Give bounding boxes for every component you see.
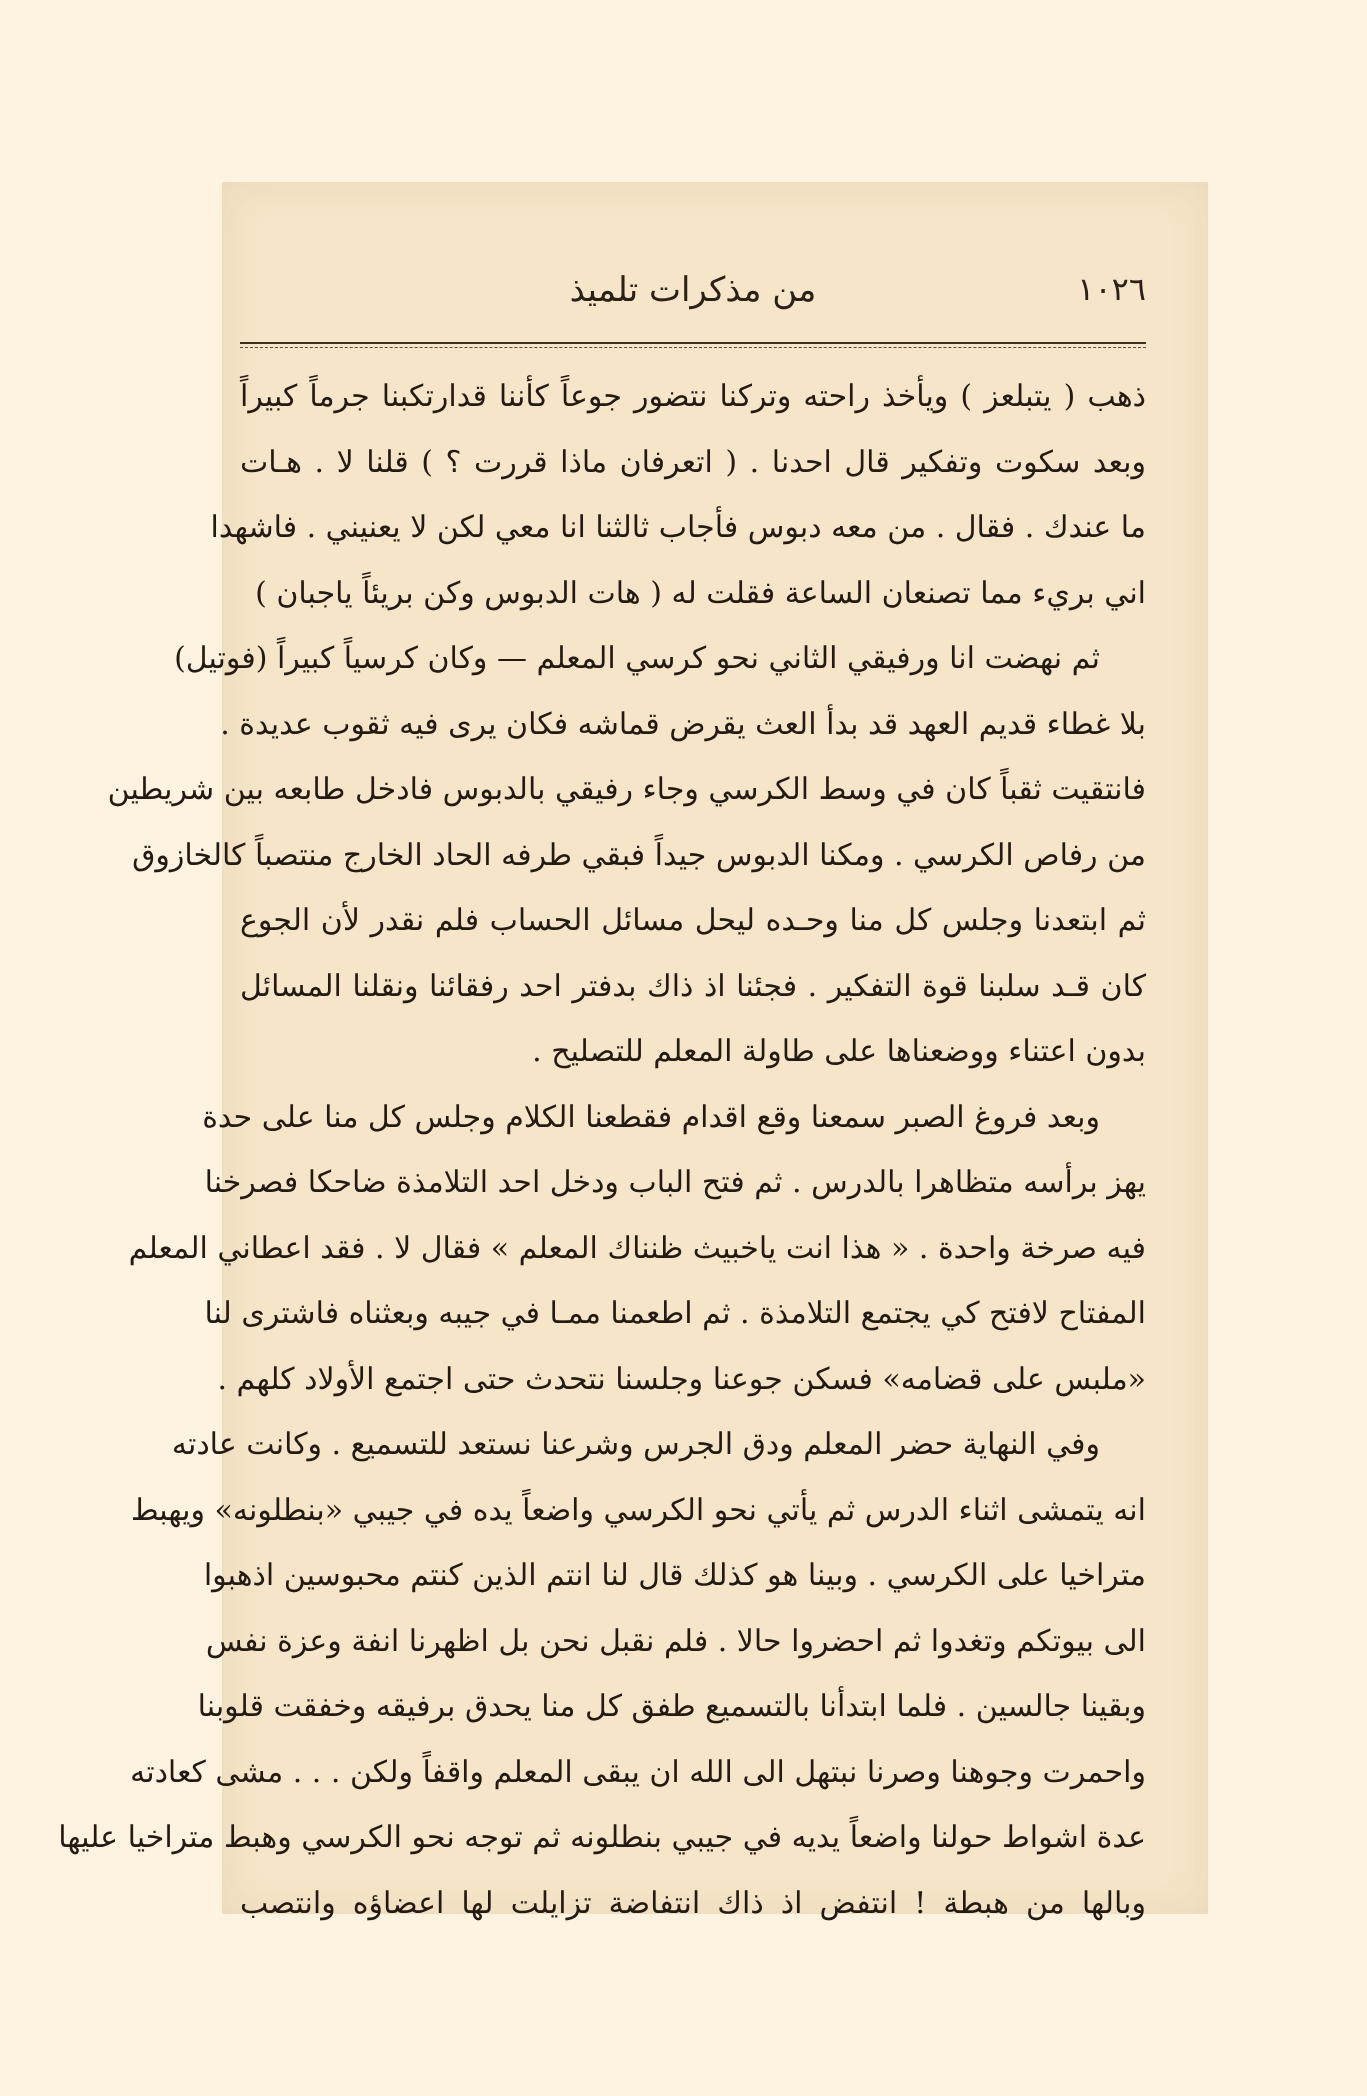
text-line: وبعد فروغ الصبر سمعنا وقع اقدام فقطعنا الكلام وجلس كل منا على حدة	[202, 1099, 1100, 1135]
text-line: بدون اعتناء ووضعناها على طاولة المعلم للتصليح .	[532, 1034, 1146, 1069]
text-line: يهز برأسه متظاهرا بالدرس . ثم فتح الباب ودخل احد التلامذة ضاحكا فصرخنا	[204, 1165, 1146, 1200]
text-line: وفي النهاية حضر المعلم ودق الجرس وشرعنا نستعد للتسميع . وكانت عادته	[171, 1427, 1100, 1462]
text-line: الى بيوتكم وتغدوا ثم احضروا حالا . فلم نقبل نحن بل اظهرنا انفة وعزة نفس	[205, 1623, 1146, 1659]
text-line: وبعد سكوت وتفكير قال احدنا . ( اتعرفان ماذا قررت ؟ ) قلنا لا . هـات	[240, 444, 1146, 480]
text-line: كان قـد سلبنا قوة التفكير . فجئنا اذ ذاك بدفتر احد رفقائنا ونقلنا المسائل	[240, 968, 1146, 1004]
text-line: فانتقيت ثقباً كان في وسط الكرسي وجاء رفيقي بالدبوس فادخل طابعه بين شريطين	[107, 772, 1146, 807]
text-line: المفتاح لافتح كي يجتمع التلامذة . ثم اطعمنا ممـا في جيبه وبعثناه فاشترى لنا	[204, 1296, 1146, 1331]
text-line: واحمرت وجوهنا وصرنا نبتهل الى الله ان يبقى المعلم واقفاً ولكن . . . مشى كعادته	[130, 1754, 1146, 1790]
text-line: بلا غطاء قديم العهد قد بدأ العث يقرض قماشه فكان يرى فيه ثقوب عديدة .	[220, 706, 1146, 742]
running-title: من مذكرات تلميذ	[569, 270, 817, 310]
text-line: وبالها من هبطة ! انتفض اذ ذاك انتفاضة تزايلت لها اعضاؤه وانتصب	[240, 1885, 1146, 1921]
page-number: ١٠٢٦	[1077, 270, 1146, 308]
body-text	[58, 364, 1146, 1936]
text-line: ثم ابتعدنا وجلس كل منا وحـده ليحل مسائل الحساب فلم نقدر لأن الجوع	[240, 903, 1146, 938]
book-page	[58, 182, 1208, 1921]
text-line: فيه صرخة واحدة . « هذا انت ياخبيث ظنناك المعلم » فقال لا . فقد اعطاني المعلم	[128, 1230, 1146, 1266]
text-line: عدة اشواط حولنا واضعاً يديه في جيبي بنطلونه ثم توجه نحو الكرسي وهبط متراخيا عليها	[58, 1820, 1146, 1855]
header-rule	[240, 342, 1146, 344]
text-line: «ملبس على قضامه» فسكن جوعنا وجلسنا نتحدث حتى اجتمع الأولاد كلهم .	[217, 1361, 1146, 1397]
text-line: وبقينا جالسين . فلما ابتدأنا بالتسميع طفق كل منا يحدق برفيقه وخفقت قلوبنا	[197, 1689, 1146, 1724]
text-line: ذهب ( يتبلعز ) ويأخذ راحته وتركنا نتضور جوعاً كأننا قدارتكبنا جرماً كبيراً	[240, 379, 1146, 414]
text-line: ثم نهضت انا ورفيقي الثاني نحو كرسي المعلم — وكان كرسياً كبيراً (فوتيل)	[174, 641, 1100, 676]
text-line: انه يتمشى اثناء الدرس ثم يأتي نحو الكرسي واضعاً يده في جيبي «بنطلونه» ويهبط	[130, 1492, 1146, 1528]
text-line: اني بريء مما تصنعان الساعة فقلت له ( هات الدبوس وكن بريئاً ياجبان )	[255, 575, 1146, 611]
page-header	[240, 270, 1146, 326]
text-line: متراخيا على الكرسي . وبينا هو كذلك قال لنا انتم الذين كنتم محبوسين اذهبوا	[203, 1558, 1146, 1593]
text-line: ما عندك . فقال . من معه دبوس فأجاب ثالثنا انا معي لكن لا يعنيني . فاشهدا	[210, 510, 1146, 545]
text-line: من رفاص الكرسي . ومكنا الدبوس جيداً فبقي طرفه الحاد الخارج منتصباً كالخازوق	[132, 837, 1146, 873]
